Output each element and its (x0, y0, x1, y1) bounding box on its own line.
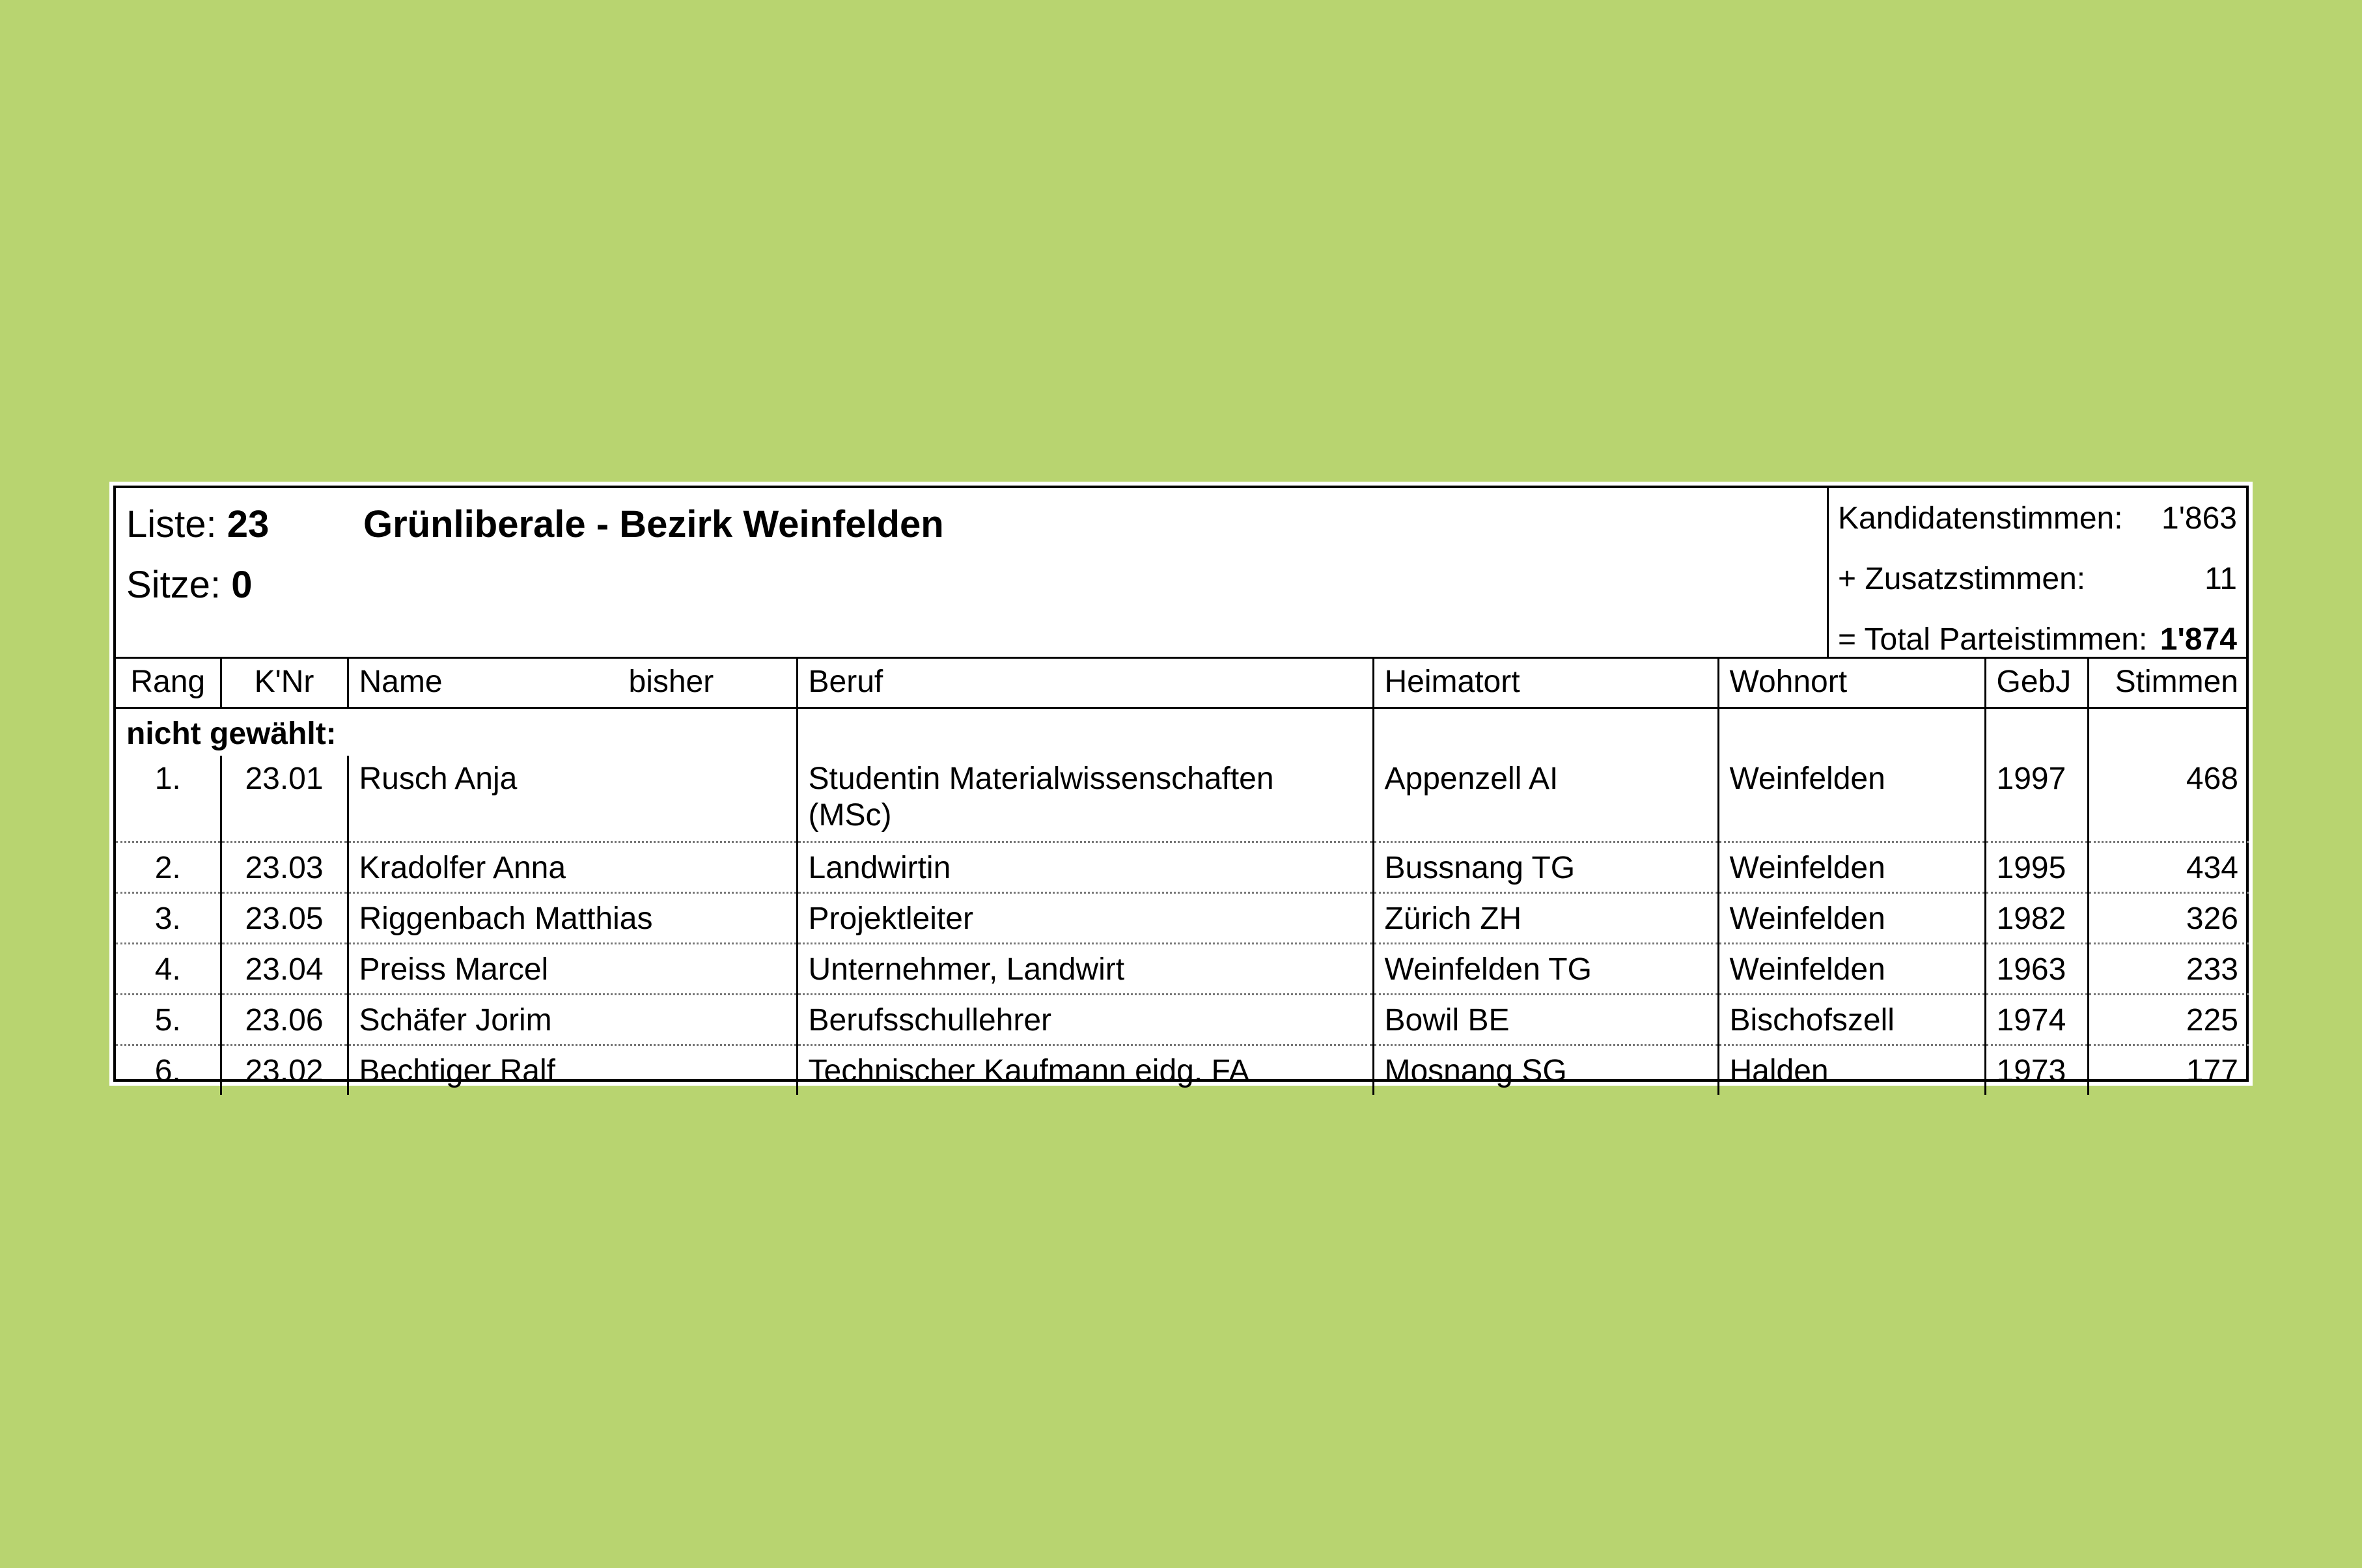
cell-name: Preiss Marcel (348, 943, 797, 994)
cell-beruf: Studentin Materialwissenschaften (MSc) (797, 756, 1373, 842)
cell-rang: 4. (116, 943, 221, 994)
cell-knr: 23.01 (221, 756, 348, 842)
header-gebj: GebJ (1985, 657, 2088, 708)
cell-wohnort: Weinfelden (1718, 756, 1985, 842)
cell-name: Rusch Anja (348, 756, 797, 842)
table-row (116, 756, 2249, 842)
cell-rang: 5. (116, 994, 221, 1045)
cell-name: Kradolfer Anna (348, 842, 797, 892)
kandidatenstimmen-row (1838, 499, 2237, 538)
header-beruf: Beruf (797, 657, 1373, 708)
cell-name: Riggenbach Matthias (348, 892, 797, 943)
kandidatenstimmen-value: 1'863 (2161, 501, 2237, 536)
cell-beruf: Projektleiter (797, 892, 1373, 943)
zusatzstimmen-row (1838, 560, 2237, 599)
sitze-value: 0 (231, 564, 253, 606)
cell-beruf: Landwirtin (797, 842, 1373, 892)
kandidatenstimmen-label: Kandidatenstimmen: (1838, 501, 2123, 536)
cell-rang: 3. (116, 892, 221, 943)
sitze-line (126, 563, 252, 607)
cell-stimmen: 326 (2088, 892, 2249, 943)
cell-beruf: Berufsschullehrer (797, 994, 1373, 1045)
cell-heimatort: Mosnang SG (1373, 1045, 1718, 1095)
results-card (109, 482, 2253, 1086)
section-empty-gebj (1985, 708, 2088, 756)
cell-wohnort: Weinfelden (1718, 842, 1985, 892)
header-rang: Rang (116, 657, 221, 708)
cell-stimmen: 225 (2088, 994, 2249, 1045)
cell-gebj: 1963 (1985, 943, 2088, 994)
table-row (116, 943, 2249, 994)
total-parteistimmen-row (1838, 620, 2237, 659)
cell-gebj: 1974 (1985, 994, 2088, 1045)
cell-gebj: 1995 (1985, 842, 2088, 892)
cell-name: Schäfer Jorim (348, 994, 797, 1045)
section-empty-wohnort (1718, 708, 1985, 756)
list-header (116, 488, 2246, 659)
cell-gebj: 1997 (1985, 756, 2088, 842)
cell-heimatort: Bowil BE (1373, 994, 1718, 1045)
header-stimmen: Stimmen (2088, 657, 2249, 708)
header-name-cell (348, 657, 797, 708)
sitze-label: Sitze: (126, 564, 221, 606)
cell-wohnort: Bischofszell (1718, 994, 1985, 1045)
section-empty-heimatort (1373, 708, 1718, 756)
liste-number: 23 (227, 503, 270, 545)
cell-wohnort: Weinfelden (1718, 943, 1985, 994)
cell-heimatort: Zürich ZH (1373, 892, 1718, 943)
table-row (116, 1045, 2249, 1095)
cell-beruf: Unternehmer, Landwirt (797, 943, 1373, 994)
header-wohnort: Wohnort (1718, 657, 1985, 708)
header-knr: K'Nr (221, 657, 348, 708)
header-name: Name (359, 665, 443, 699)
cell-wohnort: Halden (1718, 1045, 1985, 1095)
list-title: Grünliberale - Bezirk Weinfelden (363, 503, 944, 545)
table-row (116, 842, 2249, 892)
section-empty-stimmen (2088, 708, 2249, 756)
cell-knr: 23.04 (221, 943, 348, 994)
section-label: nicht gewählt: (126, 717, 337, 751)
results-frame (113, 486, 2249, 1088)
section-row (116, 708, 2249, 756)
cell-wohnort: Weinfelden (1718, 892, 1985, 943)
candidates-table (116, 657, 2249, 1095)
cell-rang: 2. (116, 842, 221, 892)
table-row (116, 892, 2249, 943)
header-bisher: bisher (628, 665, 714, 699)
cell-gebj: 1973 (1985, 1045, 2088, 1095)
cell-beruf: Technischer Kaufmann eidg. FA (797, 1045, 1373, 1095)
cell-rang: 6. (154, 1053, 181, 1088)
cell-knr: 23.03 (221, 842, 348, 892)
cell-knr: 23.05 (221, 892, 348, 943)
cell-rang: 1. (116, 756, 221, 842)
vote-summary (1829, 488, 2246, 657)
list-info (116, 488, 1829, 657)
zusatzstimmen-label: + Zusatzstimmen: (1838, 562, 2086, 596)
liste-line (126, 502, 269, 547)
cell-heimatort: Appenzell AI (1373, 756, 1718, 842)
cell-gebj: 1982 (1985, 892, 2088, 943)
cell-stimmen: 233 (2088, 943, 2249, 994)
zusatzstimmen-value: 11 (2204, 562, 2237, 596)
cell-knr: 23.02 (221, 1045, 348, 1095)
section-empty-beruf (797, 708, 1373, 756)
total-parteistimmen-value: 1'874 (2160, 622, 2237, 657)
cell-heimatort: Bussnang TG (1373, 842, 1718, 892)
liste-label: Liste: (126, 503, 217, 545)
cell-heimatort: Weinfelden TG (1373, 943, 1718, 994)
table-header-row (116, 657, 2249, 708)
cell-stimmen: 177 (2088, 1045, 2249, 1095)
cell-stimmen: 468 (2088, 756, 2249, 842)
table-row (116, 994, 2249, 1045)
cell-knr: 23.06 (221, 994, 348, 1045)
cell-stimmen: 434 (2088, 842, 2249, 892)
header-heimatort: Heimatort (1373, 657, 1718, 708)
cell-name: Bechtiger Ralf (348, 1045, 797, 1095)
total-parteistimmen-label: = Total Parteistimmen: (1838, 622, 2148, 657)
